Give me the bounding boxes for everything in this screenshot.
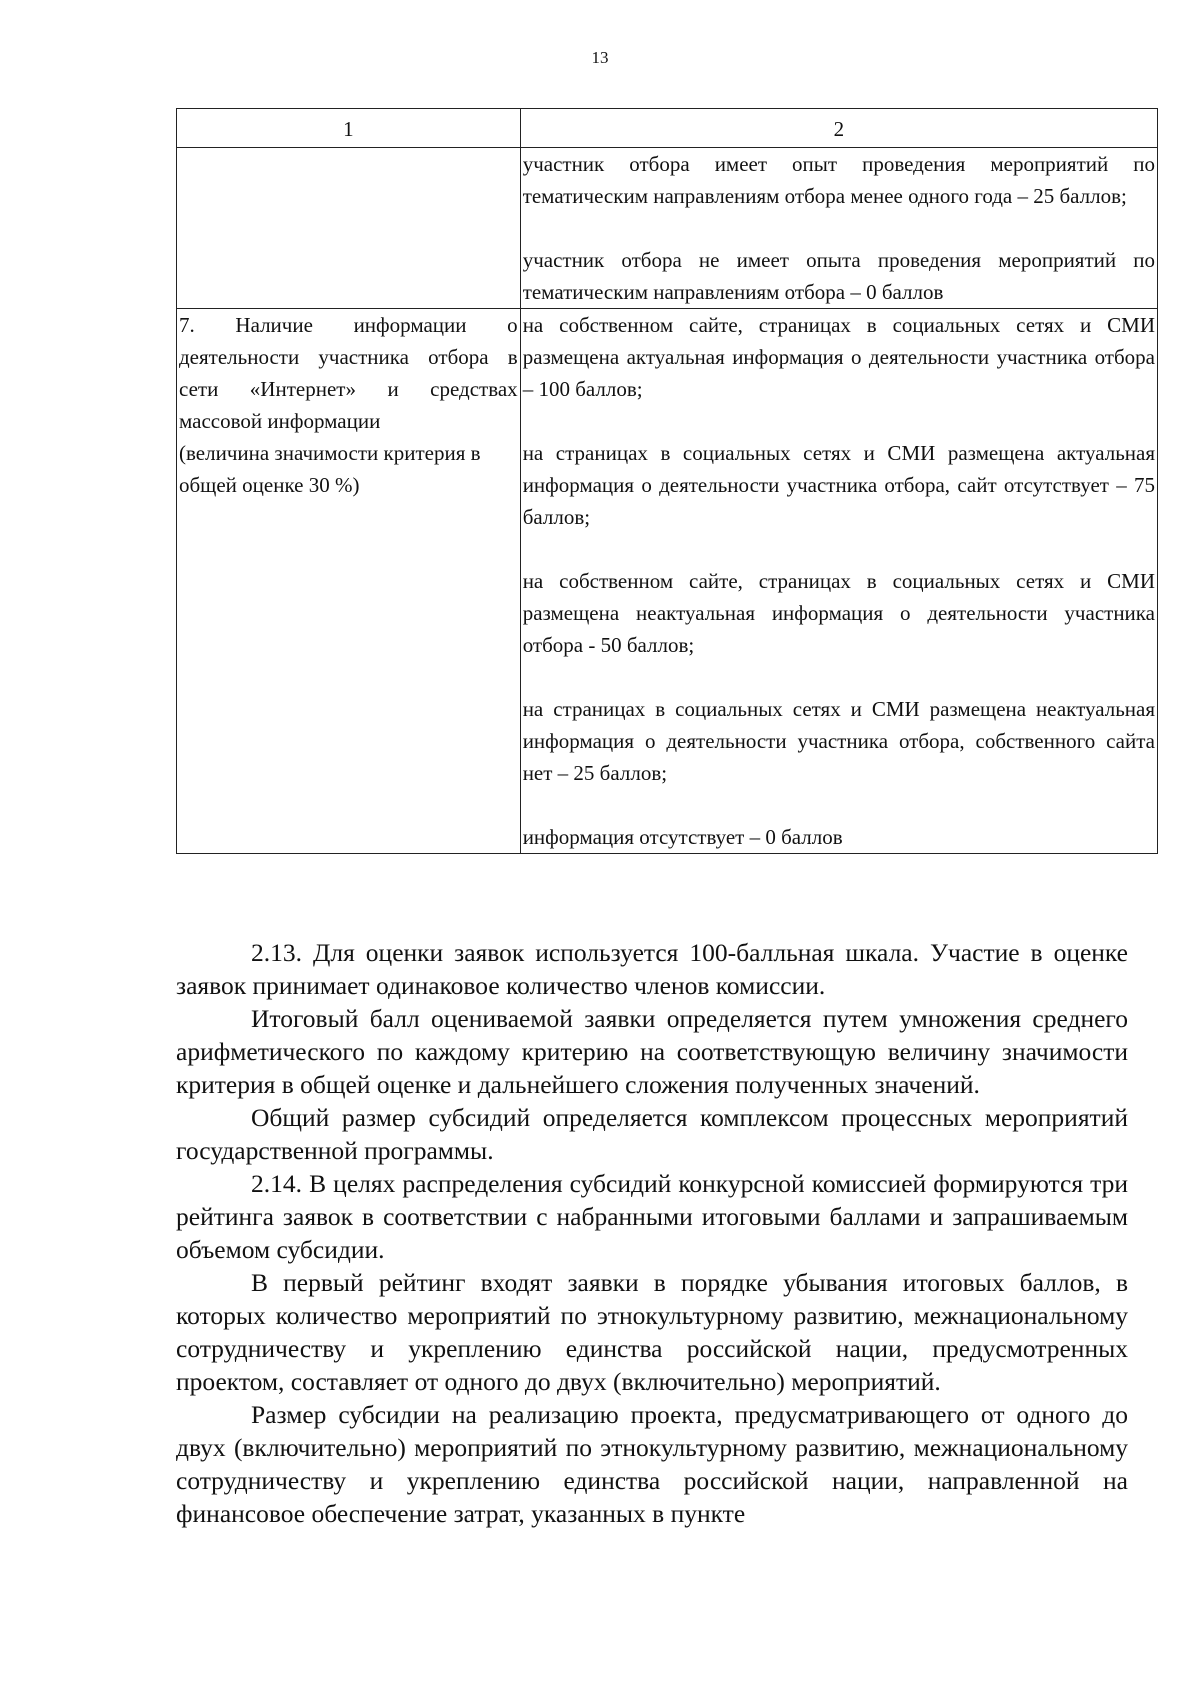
paragraph: 2.13. Для оценки заявок используется 100-балльная шкала. Участие в оценке заявок принимает одинаковое количество членов комиссии.	[176, 938, 1128, 1000]
score-option: информация отсутствует – 0 баллов	[522, 825, 843, 849]
criterion-cell	[177, 148, 521, 309]
criteria-table	[176, 108, 1158, 854]
table-row	[177, 148, 1158, 309]
score-options-cell	[520, 309, 1157, 854]
column-header-1: 1	[177, 109, 521, 148]
table-header-row	[177, 109, 1158, 148]
page-number: 13	[591, 48, 609, 67]
score-option: участник отбора имеет опыт проведения мероприятий по тематическим направлениям отбора менее одного года – 25 баллов;	[522, 152, 1155, 208]
paragraph: Размер субсидии на реализацию проекта, предусматривающего от одного до двух (включительно) мероприятий по этнокультурному развитию, межнациональному сотрудничеству и укреплению единства российской нации, направленной на финансовое обеспечение затрат, указанных в пункте	[176, 1400, 1128, 1528]
body-text	[176, 936, 1128, 1530]
criterion-cell	[177, 309, 521, 854]
paragraph: Общий размер субсидий определяется комплексом процессных мероприятий государственной программы.	[176, 1103, 1128, 1165]
paragraph: В первый рейтинг входят заявки в порядке убывания итоговых баллов, в которых количество мероприятий по этнокультурному развитию, межнациональному сотрудничеству и укреплению единства российской нации, предусмотренных проектом, составляет от одного до двух (включительно) мероприятий.	[176, 1268, 1128, 1396]
criterion-weight-note: (величина значимости критерия в общей оценке 30 %)	[179, 441, 481, 497]
paragraph: Итоговый балл оцениваемой заявки определяется путем умножения среднего арифметического по каждому критерию на соответствующую величину значимости критерия в общей оценке и дальнейшего сложения полученных значений.	[176, 1004, 1128, 1099]
score-option: участник отбора не имеет опыта проведения мероприятий по тематическим направлениям отбора – 0 баллов	[522, 248, 1155, 304]
score-options-cell	[520, 148, 1157, 309]
score-option: на страницах в социальных сетях и СМИ размещена неактуальная информация о деятельности участника отбора, собственного сайта нет – 25 баллов;	[522, 697, 1155, 785]
score-option: на страницах в социальных сетях и СМИ размещена актуальная информация о деятельности участника отбора, сайт отсутствует – 75 баллов;	[522, 441, 1155, 529]
paragraph: 2.14. В целях распределения субсидий конкурсной комиссией формируются три рейтинга заявок в соответствии с набранными итоговыми баллами и запрашиваемым объемом субсидии.	[176, 1169, 1128, 1264]
score-option: на собственном сайте, страницах в социальных сетях и СМИ размещена неактуальная информация о деятельности участника отбора - 50 баллов;	[522, 569, 1155, 657]
score-option: на собственном сайте, страницах в социальных сетях и СМИ размещена актуальная информация о деятельности участника отбора – 100 баллов;	[522, 313, 1155, 401]
table-row	[177, 309, 1158, 854]
column-header-2: 2	[520, 109, 1157, 148]
criterion-text: 7. Наличие информации о деятельности участника отбора в сети «Интернет» и средствах массовой информации	[179, 313, 518, 433]
